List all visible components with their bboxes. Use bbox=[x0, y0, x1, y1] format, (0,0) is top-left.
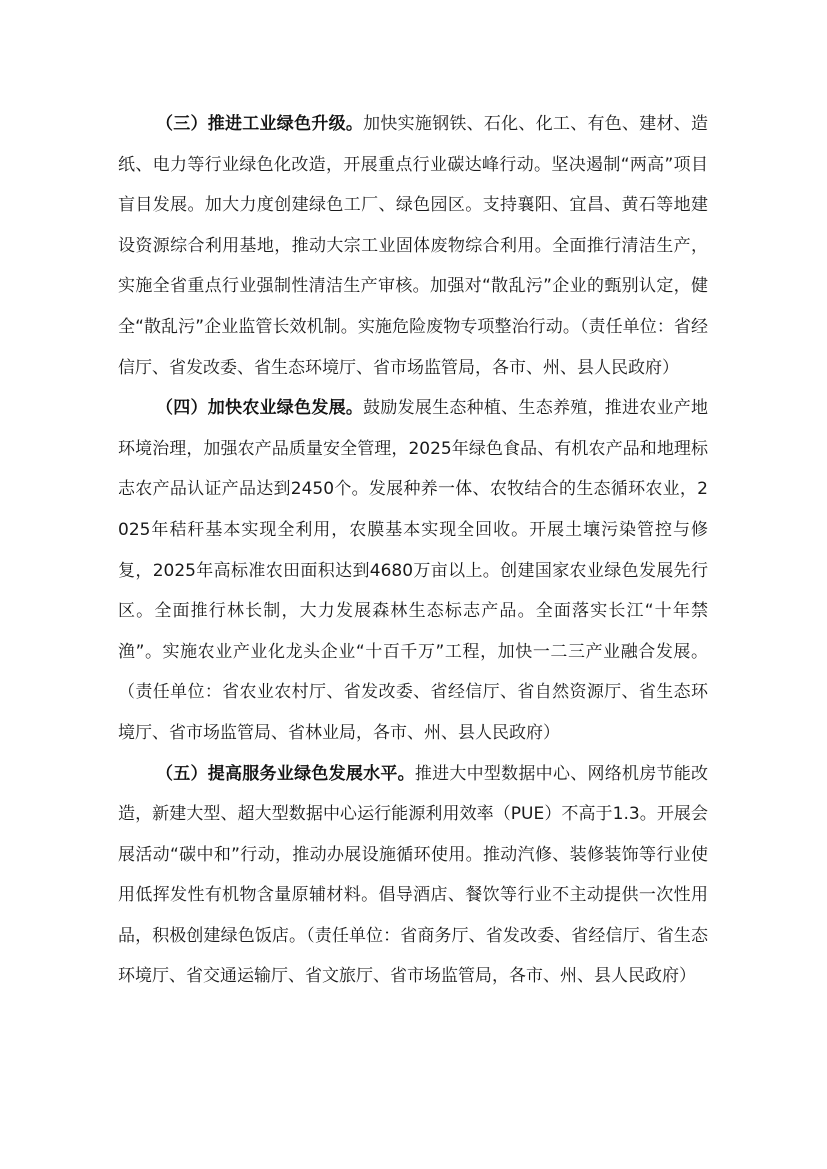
section-text: 推进大中型数据中心、网络机房节能改造，新建大型、超大型数据中心运行能源利用效率（PUE）不高于1.3。开展会展活动“碳中和”行动，推动办展设施循环使用。推动汽修、装修装饰等行业使用低挥发性有机物含量原辅材料。倡导酒店、餐饮等行业不主动提供一次性用品，积极创建绿色饭店。（责任单位：省商务厅、省发改委、省经信厅、省生态环境厅、省交通运输厅、省文旅厅、省市场监管局，各市、州、县人民政府） bbox=[118, 763, 709, 987]
section-text: 鼓励发展生态种植、生态养殖，推进农业产地环境治理，加强农产品质量安全管理，2025年绿色食品、有机农产品和地理标志农产品认证产品达到2450个。发展种养一体、农牧结合的生态循环农业，2025年秸秆基本实现全利用，农膜基本实现全回收。开展土壤污染管控与修复，2025年高标准农田面积达到4680万亩以上。创建国家农业绿色发展先行区。全面推行林长制，大力发展森林生态标志产品。全面落实长江“十年禁渔”。实施农业产业化龙头企业“十百千万”工程，加快一二三产业融合发展。（责任单位：省农业农村厅、省发改委、省经信厅、省自然资源厅、省生态环境厅、省市场监管局、省林业局，各市、州、县人民政府） bbox=[118, 398, 709, 743]
section-text: 加快实施钢铁、石化、化工、有色、建材、造纸、电力等行业绿色化改造，开展重点行业碳达峰行动。坚决遏制“两高”项目盲目发展。加大力度创建绿色工厂、绿色园区。支持襄阳、宜昌、黄石等地建设资源综合利用基地，推动大宗工业固体废物综合利用。全面推行清洁生产，实施全省重点行业强制性清洁生产审核。加强对“散乱污”企业的甄别认定，健全“散乱污”企业监管长效机制。实施危险废物专项整治行动。（责任单位：省经信厅、省发改委、省生态环境厅、省市场监管局，各市、州、县人民政府） bbox=[118, 114, 709, 378]
section-agriculture-green-development bbox=[118, 388, 708, 753]
section-heading: （三）推进工业绿色升级。 bbox=[156, 114, 364, 134]
document-body bbox=[118, 104, 708, 997]
section-heading: （五）提高服务业绿色发展水平。 bbox=[156, 763, 415, 784]
section-industry-green-upgrade bbox=[118, 104, 708, 388]
section-service-green-development bbox=[118, 754, 708, 998]
section-heading: （四）加快农业绿色发展。 bbox=[156, 398, 364, 419]
